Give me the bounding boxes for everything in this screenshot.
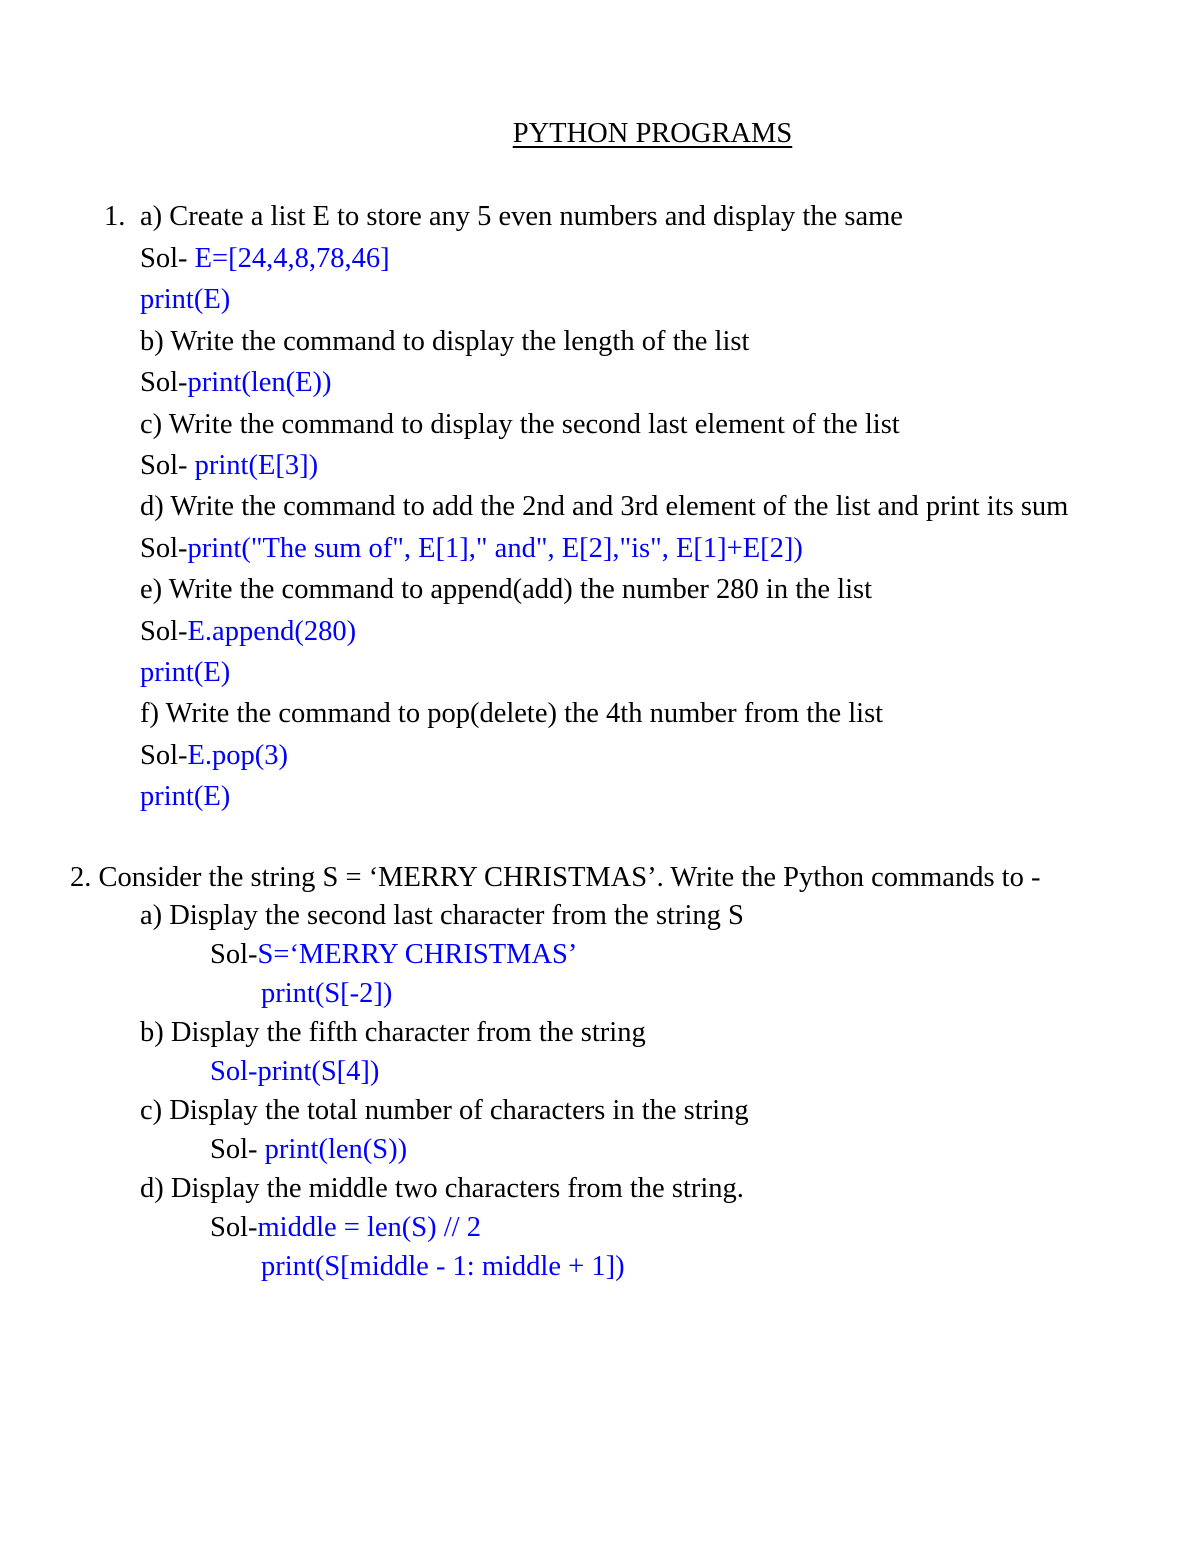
code: print(len(S)): [264, 1134, 408, 1165]
q2-b-solution: Sol-print(S[4]): [210, 1056, 380, 1087]
q1-f-question: f) Write the command to pop(delete) the 4th number from the list: [140, 698, 884, 729]
code: middle = len(S) // 2: [257, 1212, 481, 1243]
q2-c-question: c) Display the total number of characters in the string: [140, 1095, 749, 1126]
q1-d-solution: [140, 532, 803, 566]
page-title: PYTHON PROGRAMS: [512, 118, 793, 149]
q1-e-solution: [140, 615, 356, 649]
sol-prefix: Sol-: [140, 450, 195, 481]
q1-b-question: b) Write the command to display the length of the list: [140, 326, 750, 357]
sol-prefix: Sol-: [140, 533, 188, 564]
q1-number: 1.: [104, 201, 126, 232]
sol-prefix: Sol-: [210, 1212, 258, 1243]
code: print(E[3]): [194, 450, 319, 481]
q1-f-solution-code: print(E): [140, 781, 231, 812]
sol-prefix: Sol-: [140, 616, 188, 647]
q1-a-question: a) Create a list E to store any 5 even numbers and display the same: [140, 201, 903, 232]
q2-c-solution: [210, 1133, 407, 1167]
q2-d-solution: [210, 1211, 481, 1245]
q1-a-solution: [140, 242, 390, 276]
q1-c-solution: [140, 449, 318, 483]
sol-prefix: Sol-: [140, 740, 188, 771]
q2-a-solution-code: print(S[-2]): [261, 978, 393, 1009]
q1-d-question: d) Write the command to add the 2nd and 3rd element of the list and print its sum: [140, 491, 1069, 522]
code: print("The sum of", E[1]," and", E[2],"is", E[1]+E[2]): [187, 533, 803, 564]
q2-d-question: d) Display the middle two characters from the string.: [140, 1173, 744, 1204]
q1-f-solution: [140, 739, 288, 773]
q1-e-question: e) Write the command to append(add) the number 280 in the list: [140, 574, 872, 605]
code: E.append(280): [187, 616, 357, 647]
code: E.pop(3): [187, 740, 289, 771]
code: print(len(E)): [187, 367, 332, 398]
sol-prefix: Sol-: [210, 1134, 265, 1165]
q1-b-solution: [140, 366, 332, 400]
q1-c-question: c) Write the command to display the second last element of the list: [140, 409, 900, 440]
sol-prefix: Sol-: [140, 243, 195, 274]
q2-intro: 2. Consider the string S = ‘MERRY CHRISTMAS’. Write the Python commands to -: [70, 862, 1041, 893]
code: E=[24,4,8,78,46]: [194, 243, 390, 274]
sol-prefix: Sol-: [210, 939, 258, 970]
q2-b-question: b) Display the fifth character from the string: [140, 1017, 646, 1048]
q2-a-solution: [210, 938, 577, 972]
q2-d-solution-code: print(S[middle - 1: middle + 1]): [261, 1251, 625, 1282]
q1-e-solution-code: print(E): [140, 657, 231, 688]
q1-a-solution-code: print(E): [140, 284, 231, 315]
q2-a-question: a) Display the second last character from the string S: [140, 900, 744, 931]
code: S=‘MERRY CHRISTMAS’: [257, 939, 578, 970]
sol-prefix: Sol-: [140, 367, 188, 398]
